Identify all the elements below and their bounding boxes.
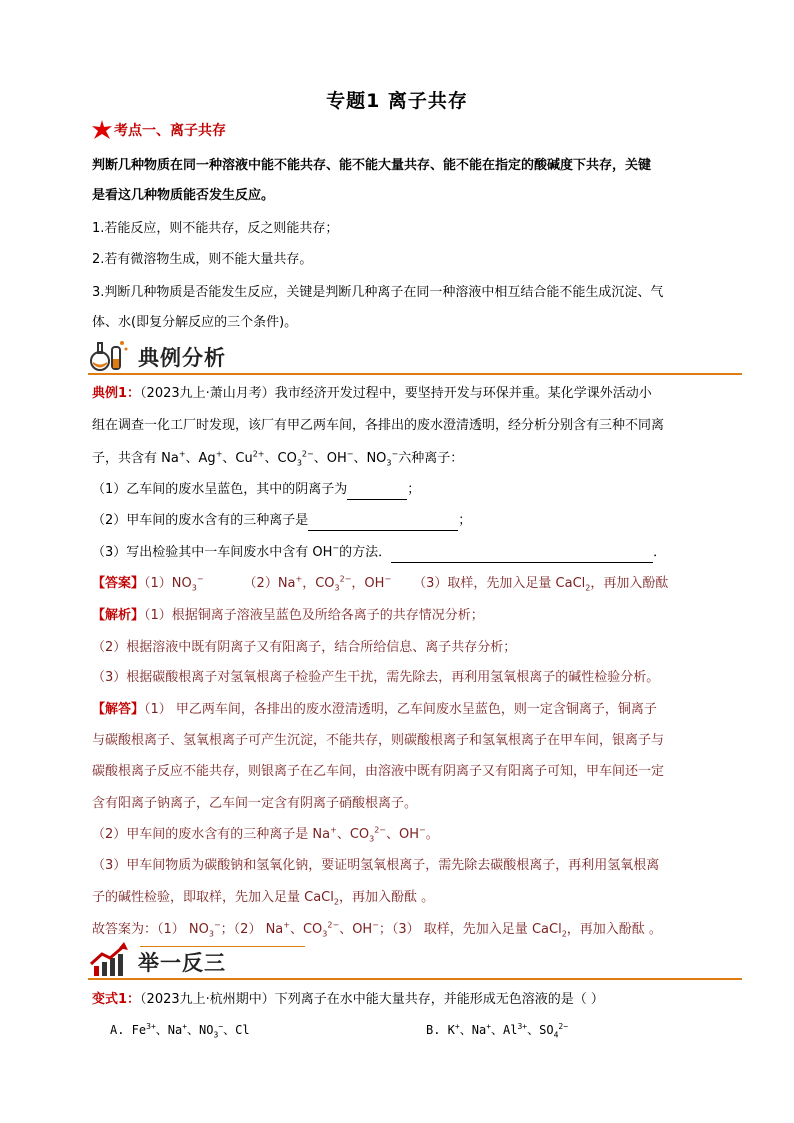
answer-blank-3[interactable]	[391, 548, 653, 563]
option-a[interactable]: A. $Fe^{3+}$、Na+、$NO_3^-$、Cl	[110, 1022, 250, 1040]
example-line1: 典例1：（2023九上·萧山月考）我市经济开发过程中，要坚持开发与环保并重。某化学课外活动小	[92, 386, 652, 401]
answer-line: 【答案】$(1)NO_3^-$ （2）Na+，$CO_3^{2-}$，OH− （3）取样，先加入足量 CaCl$_2$，再加入酚酞	[92, 574, 669, 593]
intro-point-3-line1: 3.判断几种物质是否能发生反应，关键是判断几种离子在同一种溶液中相互结合能不能生成沉淀、气	[92, 285, 664, 300]
solution-line3: 碳酸根离子反应不能共存，则银离子在乙车间，由溶液中既有阴离子又有阳离子可知，甲车间还一定	[92, 764, 665, 779]
solution-line1: 【解答】（1） 甲乙两车间，各排出的废水澄清透明，乙车间废水呈蓝色，则一定含铜离子，铜离子	[92, 702, 657, 717]
section-divider	[88, 373, 742, 375]
example-label: 典例1：	[92, 386, 141, 401]
section-title-examples: 典例分析	[138, 346, 226, 370]
variant-1: 变式1：（2023九上·杭州期中）下列离子在水中能大量共存，并能形成无色溶液的是（ ）	[92, 992, 604, 1007]
analysis-line2: （2）根据溶液中既有阴离子又有阳离子，结合所给信息、离子共存分析；	[92, 640, 517, 655]
example-line3: 子，共含有 Na+、Ag+、$Cu^{2+}$、$CO_3^{2-}$、OH−、$NO_3^-$六种离子：	[92, 449, 464, 468]
question-1: （1）乙车间的废水呈蓝色，其中的阴离子为 ；	[92, 480, 712, 500]
solution-tag: 【解答】	[92, 702, 145, 717]
intro-bold-line2: 是看这几种物质能否发生反应。	[92, 188, 275, 203]
kaodian-text: 考点一、离子共存	[114, 123, 226, 139]
red-star-icon	[92, 120, 112, 140]
option-b[interactable]: B. K+、Na+、$Al^{3+}$、$SO_4^{2-}$	[426, 1022, 569, 1040]
solution-line6: （3）甲车间物质为碳酸钠和氢氧化钠，要证明氢氧根离子，需先除去碳酸根离子，再利用氢氧根离	[92, 858, 660, 873]
lab-flask-icon	[88, 337, 130, 373]
section-title-practice: 举一反三	[138, 951, 226, 975]
analysis-line1: 【解析】（1）根据铜离子溶液呈蓝色及所给各离子的共存情况分析；	[92, 608, 484, 623]
solution-line5: （2）甲车间的废水含有的三种离子是 Na+、$CO_3^{2-}$、OH−。	[92, 825, 439, 844]
intro-point-1: 1.若能反应，则不能共存，反之则能共存；	[92, 221, 339, 236]
solution-line4: 含有阳离子钠离子，乙车间一定含有阴离子硝酸根离子。	[92, 796, 418, 811]
intro-bold-line1: 判断几种物质在同一种溶液中能不能共存、能不能大量共存、能不能在指定的酸碱度下共存，关键	[92, 158, 652, 173]
example-line2: 组在调查一化工厂时发现，该厂有甲乙两车间，各排出的废水澄清透明，经分析分别含有三种不同离	[92, 418, 665, 433]
variant-label: 变式1：	[92, 992, 141, 1007]
growth-chart-icon	[88, 942, 130, 978]
answer-blank-2[interactable]	[308, 516, 458, 531]
question-2: （2）甲车间的废水含有的三种离子是 ；	[92, 511, 712, 531]
solution-line7: 子的碱性检验，即取样，先加入足量 CaCl$_2$，再加入酚酞 。	[92, 890, 435, 907]
intro-point-3-line2: 体、水(即复分解反应的三个条件)。	[92, 315, 298, 330]
section-header-examples	[88, 341, 742, 375]
section-divider	[88, 978, 742, 980]
solution-line2: 与碳酸根离子、氢氧根离子可产生沉淀，不能共存，则碳酸根离子和氢氧根离子在甲车间，银离子与	[92, 733, 665, 748]
answer-blank-1[interactable]	[347, 485, 407, 500]
question-3: （3）写出检验其中一车间废水中含有 OH−的方法． ．	[92, 543, 712, 563]
intro-point-2: 2.若有微溶物生成，则不能大量共存。	[92, 252, 313, 267]
analysis-line3: （3）根据碳酸根离子对氢氧根离子检验产生干扰，需先除去，再利用氢氧根离子的碱性检验分析。	[92, 670, 660, 685]
page-title: 专题1 离子共存	[326, 90, 468, 112]
kaodian-heading	[92, 120, 226, 140]
section-header-practice	[88, 946, 742, 980]
answer-tag: 【答案】	[92, 576, 145, 591]
final-answer: 故答案为：（1） $NO_3^-$；（2） Na+、$CO_3^{2-}$、OH−；（3） 取样，先加入足量 CaCl$_2$，再加入酚酞 。	[92, 920, 662, 939]
analysis-tag: 【解析】	[92, 608, 145, 623]
